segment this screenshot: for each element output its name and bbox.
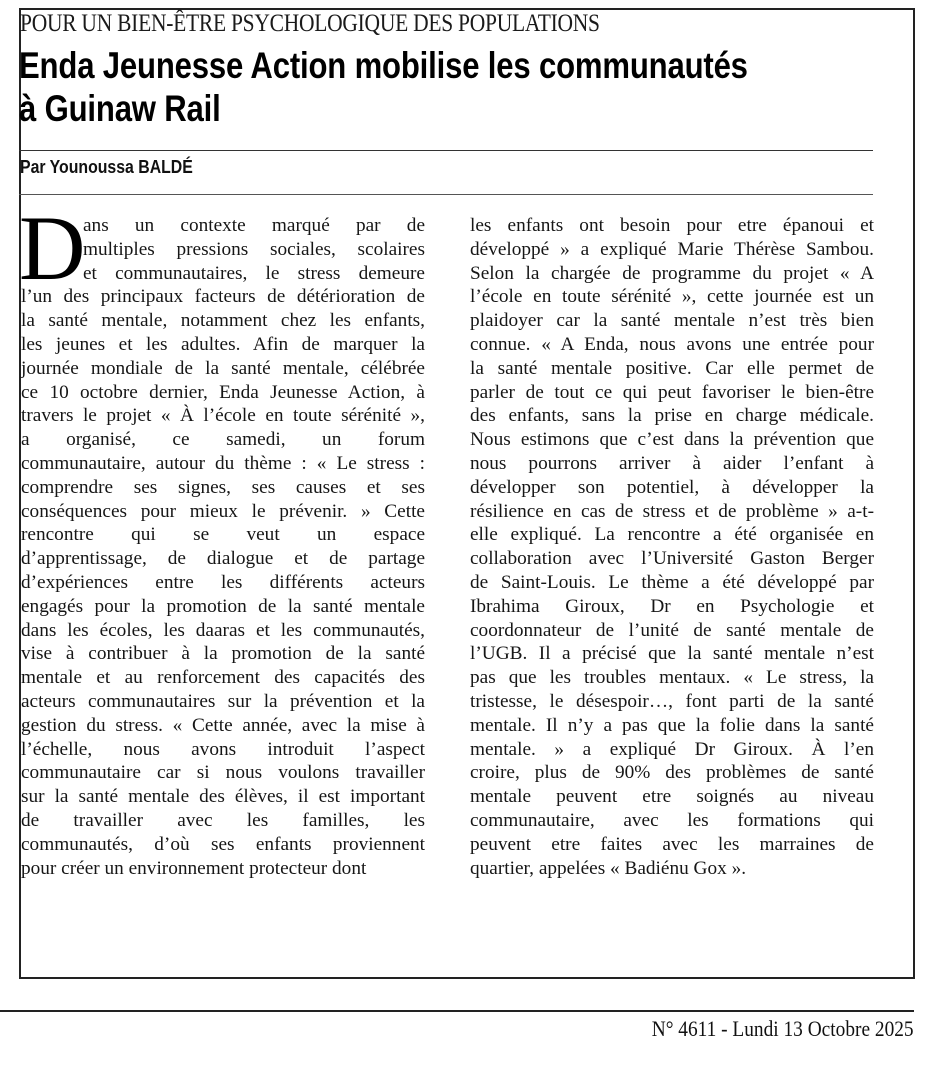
text-line: la santé mentale positive. Car elle permet de [470,357,874,379]
text-line: l’échelle, nous avons introduit l’aspect [21,738,425,760]
footer-rule [0,1010,914,1012]
divider-top [19,150,873,151]
text-line: communautés, d’où ses enfants proviennent [21,833,425,855]
text-line: communautaire, avec les formations qui [470,809,874,831]
text-line: elle expliqué. La rencontre a été organisée en [470,524,874,546]
text-line: la santé mentale, notamment chez les enfants, [21,310,425,332]
article-kicker: POUR UN BIEN-ÊTRE PSYCHOLOGIQUE DES POPULATIONS [20,10,600,37]
text-line: parler de tout ce qui peut favoriser le bien-être [470,381,874,403]
text-line: d’apprentissage, de dialogue et de partage [21,548,425,570]
text-line: engagés pour la promotion de la santé mentale [21,595,425,617]
headline-line-2: à Guinaw Rail [19,88,221,129]
text-line: de travailler avec les familles, les [21,809,425,831]
text-line: de Saint-Louis. Le thème a été développé par [470,571,874,593]
text-line: résilience en cas de stress et de problème » a-t- [470,500,874,522]
right-column-lines [470,214,874,880]
text-line: Selon la chargée de programme du projet « A [470,262,874,284]
text-line: vise à contribuer à la promotion de la santé [21,643,425,665]
text-line: d’expériences entre les différents acteurs [21,571,425,593]
text-line: coordonnateur de l’unité de santé mentale de [470,619,874,641]
text-line: l’école en toute sérénité », cette journée est un [470,286,874,308]
text-line: communautaire car si nous voulons travailler [21,762,425,784]
text-line: journée mondiale de la santé mentale, célébrée [21,357,425,379]
text-line: conséquences pour mieux le prévenir. » Cette [21,500,425,522]
dropcap-letter: D [19,197,86,299]
text-line: a organisé, ce samedi, un forum [21,429,425,451]
text-line: nous pourrons arriver à aider l’enfant à [470,452,874,474]
text-line: mentale et au renforcement des capacités des [21,667,425,689]
text-line: collaboration avec l’Université Gaston Berger [470,548,874,570]
text-line: croire, plus de 90% des problèmes de santé [470,762,874,784]
text-line: peuvent etre faites avec les marraines de [470,833,874,855]
text-line: sur la santé mentale des élèves, il est important [21,786,425,808]
headline-line-1: Enda Jeunesse Action mobilise les communautés [19,45,748,86]
text-line: tristesse, le désespoir…, font parti de la santé [470,690,874,712]
article-column-right [470,214,874,880]
text-line: l’un des principaux facteurs de détérioration de [21,286,425,308]
text-line: pour créer un environnement protecteur dont [21,857,367,879]
issue-date-line: N° 4611 - Lundi 13 Octobre 2025 [652,1016,914,1041]
text-line: les enfants ont besoin pour etre épanoui et [470,215,874,236]
left-column-lines [21,214,425,880]
text-line: ans un contexte marqué par de [83,215,425,236]
text-line: pas que les troubles mentaux. « Le stress, la [470,667,874,689]
text-line: quartier, appelées « Badiénu Gox ». [470,857,747,879]
text-line: rencontre qui se veut un espace [21,524,425,546]
text-line: mentale. Il n’y a pas que la folie dans la santé [470,714,874,736]
text-line: développé » a expliqué Marie Thérèse Sambou. [470,238,874,260]
text-line: connue. « A Enda, nous avons une entrée pour [470,333,874,355]
text-line: Ibrahima Giroux, Dr en Psychologie et [470,595,874,617]
text-line: acteurs communautaires sur la prévention et la [21,690,425,712]
article-column-left [19,197,425,880]
divider-bottom [19,194,873,195]
article-headline [19,44,859,130]
text-line: gestion du stress. « Cette année, avec la mise à [21,714,425,736]
text-line: dans les écoles, les daaras et les communautés, [21,619,425,641]
text-line: multiples pressions sociales, scolaires [83,238,425,260]
byline: Par Younoussa BALDÉ [20,157,193,177]
text-line: mentale peuvent etre soignés au niveau [470,786,874,808]
text-line: l’UGB. Il a précisé que la santé mentale n’est [470,643,874,665]
text-line: travers le projet « À l’école en toute sérénité », [21,405,425,427]
text-line: des enfants, sans la prise en charge médicale. [470,405,874,427]
text-line: mentale. » a expliqué Dr Giroux. À l’en [470,738,874,760]
text-line: plaidoyer car la santé mentale n’est très bien [470,310,874,332]
text-line: ce 10 octobre dernier, Enda Jeunesse Action, à [21,381,425,403]
text-line: et communautaires, le stress demeure [83,262,425,284]
text-line: développer son potentiel, à développer la [470,476,874,498]
text-line: comprendre ses signes, ses causes et ses [21,476,425,498]
text-line: communautaire, autour du thème : « Le stress : [21,452,425,474]
text-line: Nous estimons que c’est dans la prévention que [470,429,874,451]
text-line: les jeunes et les adultes. Afin de marquer la [21,333,425,355]
